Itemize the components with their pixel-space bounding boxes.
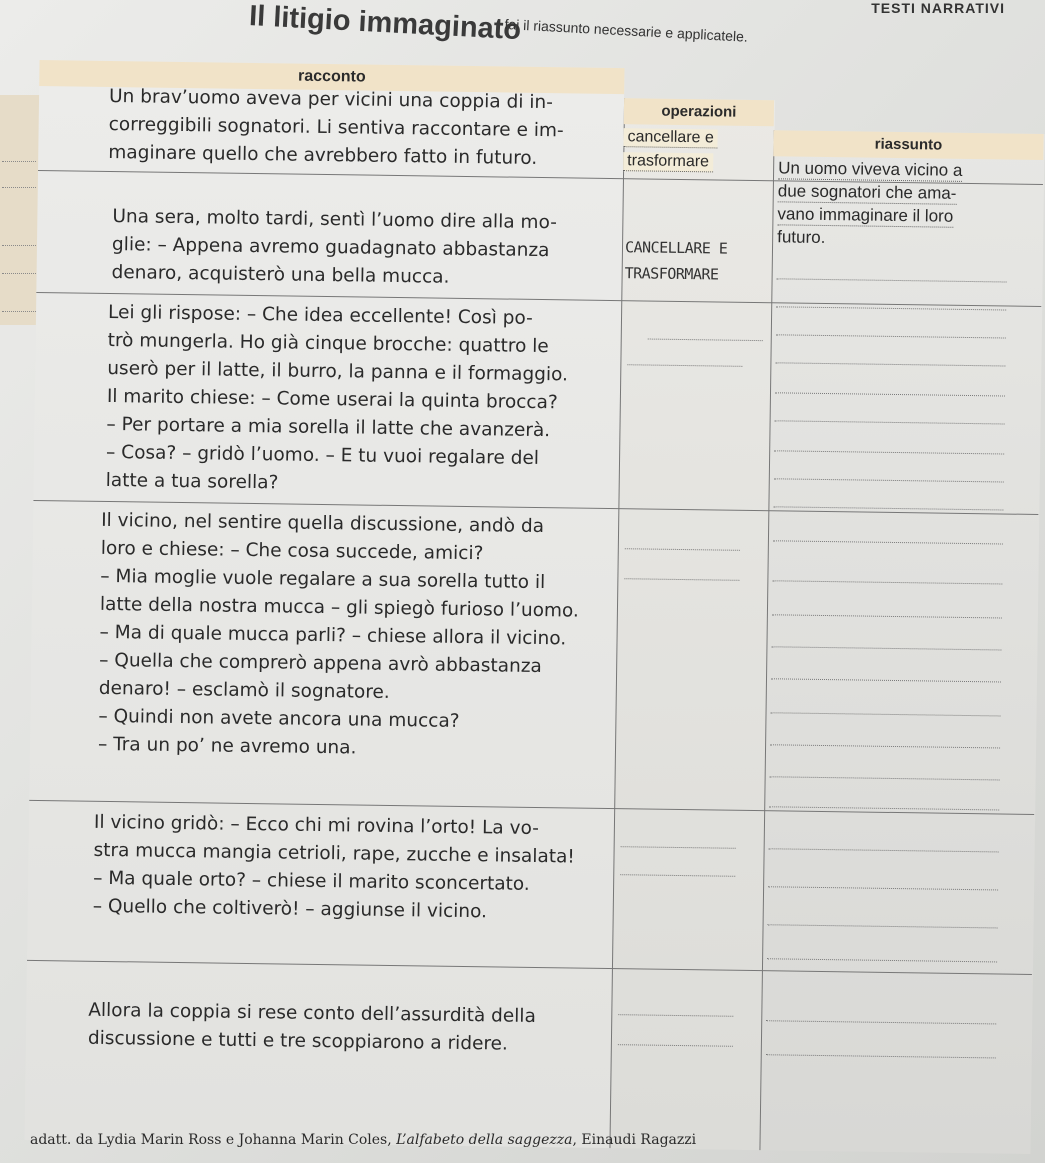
page-title: Il litigio immaginato	[248, 0, 522, 47]
story-line: Il vicino, nel sentire quella discussione, andò da	[101, 509, 545, 538]
credit-publisher: , Einaudi Ragazzi	[572, 1132, 697, 1148]
source-credit	[30, 1132, 696, 1148]
story-line: – Mia moglie vuole regalare a sua sorella tutto il	[100, 565, 546, 594]
summary-line: due sognatori che ama-	[777, 181, 957, 203]
instructions: fai il riassunto necessarie e applicatele.	[504, 16, 749, 45]
story-paragraph	[108, 83, 609, 174]
story-line: Un brav’uomo aveva per vicini una coppia di in-	[108, 85, 554, 114]
story-line: – Tra un po’ ne avremo una.	[97, 733, 357, 759]
left-strip-line	[2, 311, 36, 312]
operation-word: trasformare	[623, 152, 713, 172]
credit-authors: adatt. da Lydia Marin Ross e Johanna Marin Coles,	[30, 1132, 397, 1148]
story-line: – Ma di quale mucca parli? – chiese allora il vicino.	[99, 621, 567, 650]
story-paragraph	[111, 203, 612, 294]
story-line: – Quindi non avete ancora una mucca?	[98, 705, 460, 732]
story-line: maginare quello che avrebbero fatto in futuro.	[108, 141, 538, 169]
story-line: loro e chiese: – Che cosa succede, amici?	[100, 537, 484, 565]
story-line: userò per il latte, il burro, la panna e il formaggio.	[107, 357, 569, 386]
story-paragraph	[93, 809, 595, 928]
story-paragraph	[88, 997, 589, 1060]
summary-column	[759, 130, 1044, 1154]
story-line: latte a tua sorella?	[105, 469, 279, 494]
story-line: – Cosa? – gridò l’uomo. – E tu vuoi regalare del	[105, 441, 540, 470]
summary-column-header: riassunto	[773, 130, 1043, 160]
exercise-table	[25, 30, 1045, 1134]
left-strip-line	[2, 245, 36, 246]
left-strip-line	[2, 273, 36, 274]
left-page-strip	[0, 95, 40, 325]
left-strip-line	[2, 187, 36, 188]
story-line: – Quello che coltiverò! – aggiunse il vicino.	[92, 895, 488, 923]
story-line: Il marito chiese: – Come userai la quinta brocca?	[106, 385, 558, 414]
credit-book-title: L’alfabeto della saggezza	[396, 1132, 573, 1148]
section-label: TESTI NARRATIVI	[871, 0, 1005, 16]
summary-line: futuro.	[777, 227, 826, 247]
story-line: denaro! – esclamò il sognatore.	[98, 677, 390, 703]
story-line: stra mucca mangia cetrioli, rape, zucche e insalata!	[93, 839, 575, 868]
story-line: correggibili sognatori. Li sentiva raccontare e im-	[108, 113, 564, 142]
story-paragraph	[98, 507, 601, 766]
story-line: Lei gli rispose: – Che idea eccellente! Così po-	[107, 301, 533, 329]
story-column-header: racconto	[39, 60, 624, 94]
story-line: – Per portare a mia sorella il latte che avanzerà.	[106, 413, 551, 442]
operations-column-header: operazioni	[624, 98, 774, 126]
story-line: – Quella che comprerò appena avrò abbastanza	[99, 649, 542, 678]
story-line: Il vicino gridò: – Ecco chi mi rovina l’orto! La vo-	[93, 811, 540, 840]
handwritten-operation: CANCELLARE E	[624, 238, 728, 258]
story-line: discussione e tutti e tre scoppiarono a ridere.	[87, 1027, 509, 1055]
handwritten-operation: TRASFORMARE	[624, 264, 719, 284]
story-line: Una sera, molto tardi, sentì l’uomo dire alla mo-	[112, 206, 558, 234]
summary-line: Un uomo viveva vicino a	[778, 158, 963, 180]
story-line: latte della nostra mucca – gli spiegò furioso l’uomo.	[99, 593, 580, 622]
story-line: glie: – Appena avremo guadagnato abbastanza	[111, 234, 550, 262]
summary-line: vano immaginare il loro	[777, 204, 954, 226]
story-line: – Ma quale orto? – chiese il marito sconcertato.	[93, 867, 530, 895]
operation-word: cancellare e	[623, 128, 718, 148]
story-line: denaro, acquisterò una bella mucca.	[111, 262, 450, 288]
story-line: Allora la coppia si rese conto dell’assurdità della	[88, 999, 536, 1028]
story-line: trò mungerla. Ho già cinque brocche: quattro le	[107, 329, 549, 358]
story-paragraph	[106, 299, 609, 502]
left-strip-line	[2, 161, 36, 162]
